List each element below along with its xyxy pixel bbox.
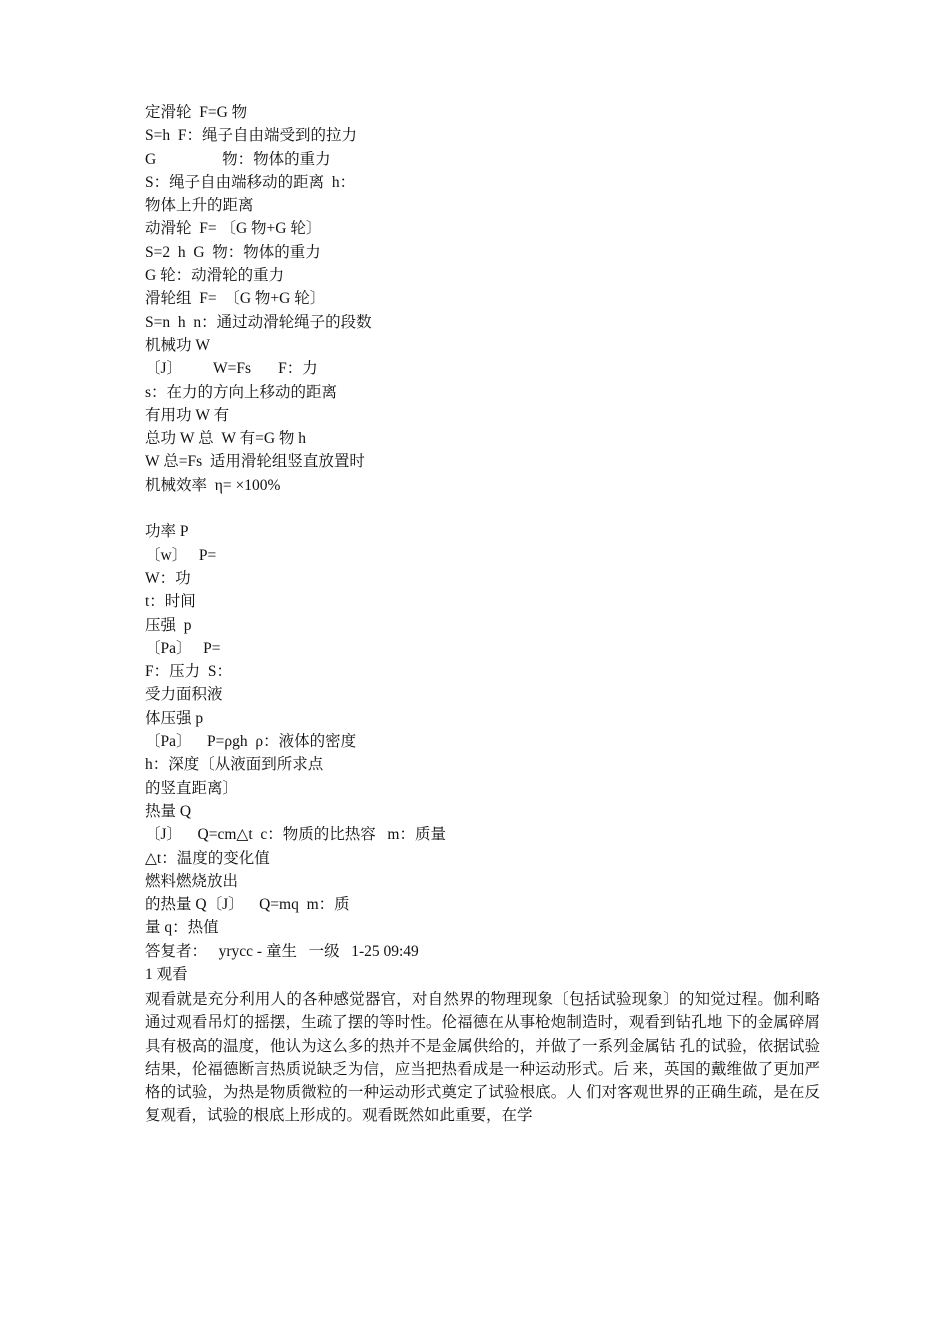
blank-line <box>145 497 825 520</box>
text-line: F：压力 S： <box>145 663 232 681</box>
text-line: 机械功 W <box>145 336 211 354</box>
text-line: 热量 Q <box>145 802 192 820</box>
text-line: 〔Pa〕 P=ρgh ρ：液体的密度 <box>145 733 357 751</box>
text-line: S=h F：绳子自由端受到的拉力 <box>145 127 357 145</box>
text-line: G 轮：动滑轮的重力 <box>145 267 285 285</box>
section-heading: 1 观看 <box>145 965 188 983</box>
text-line: 功率 P <box>145 523 189 541</box>
text-line: t：时间 <box>145 593 196 611</box>
text-line: 〔w〕 P= <box>145 546 217 564</box>
text-line: 燃料燃烧放出 <box>145 872 239 890</box>
text-line: 机械效率 η= ×100% <box>145 476 281 494</box>
text-line: 总功 W 总 W 有=G 物 h <box>145 430 307 448</box>
text-line: 受力面积液 <box>145 686 223 704</box>
answerer-line: 答复者： yrycc - 童生 一级 1-25 09:49 <box>145 942 419 960</box>
text-line: 有用功 W 有 <box>145 406 230 424</box>
text-line: W：功 <box>145 569 191 587</box>
text-line: 〔J〕 Q=cm△t c：物质的比热容 m：质量 <box>145 826 446 844</box>
text-line: 物体上升的距离 <box>145 197 254 215</box>
text-line: S=2 h G 物：物体的重力 <box>145 243 321 261</box>
text-line: 体压强 p <box>145 709 204 727</box>
body-paragraph: 观看就是充分利用人的各种感觉器官，对自然界的物理现象〔包括试验现象〕的知觉过程。伽利略通过观看吊灯的摇摆，生疏了摆的等时性。伦福德在从事枪炮制造时，观看到钻孔地 下的金属碎屑具有极高的温度，他认为这么多的热并不是金属供给的，并做了一系列金属钻 孔的试验，依据试验结果，伦福德断言热质说缺乏为信，应当把热看成是一种运动形式。后 来，英国的戴维做了更加严格的试验，为热是物质微粒的一种运动形式奠定了试验根底。人 们对客观世界的正确生疏，是在反复观看，试验的根底上形成的。观看既然如此重要，在学 <box>145 991 820 1125</box>
text-line: h：深度〔从液面到所求点 <box>145 756 324 774</box>
formula-list <box>145 101 825 986</box>
text-line: W 总=Fs 适用滑轮组竖直放置时 <box>145 453 365 471</box>
text-line: S：绳子自由端移动的距离 h： <box>145 173 356 191</box>
text-line: S=n h n：通过动滑轮绳子的段数 <box>145 313 372 331</box>
text-line: 〔J〕 W=Fs F：力 <box>145 360 318 378</box>
text-line: 压强 p <box>145 616 192 634</box>
text-line: G 物：物体的重力 <box>145 150 331 168</box>
text-line: 滑轮组 F= 〔G 物+G 轮〕 <box>145 290 326 308</box>
text-line: s：在力的方向上移动的距离 <box>145 383 338 401</box>
text-line: 的热量 Q〔J〕 Q=mq m：质 <box>145 896 350 914</box>
text-line: 定滑轮 F=G 物 <box>145 104 248 121</box>
text-line: △t：温度的变化值 <box>145 849 270 867</box>
text-line: 〔Pa〕 P= <box>145 639 221 657</box>
text-line: 动滑轮 F= 〔G 物+G 轮〕 <box>145 220 322 238</box>
text-line: 的竖直距离〕 <box>145 779 239 797</box>
text-line: 量 q：热值 <box>145 919 219 937</box>
